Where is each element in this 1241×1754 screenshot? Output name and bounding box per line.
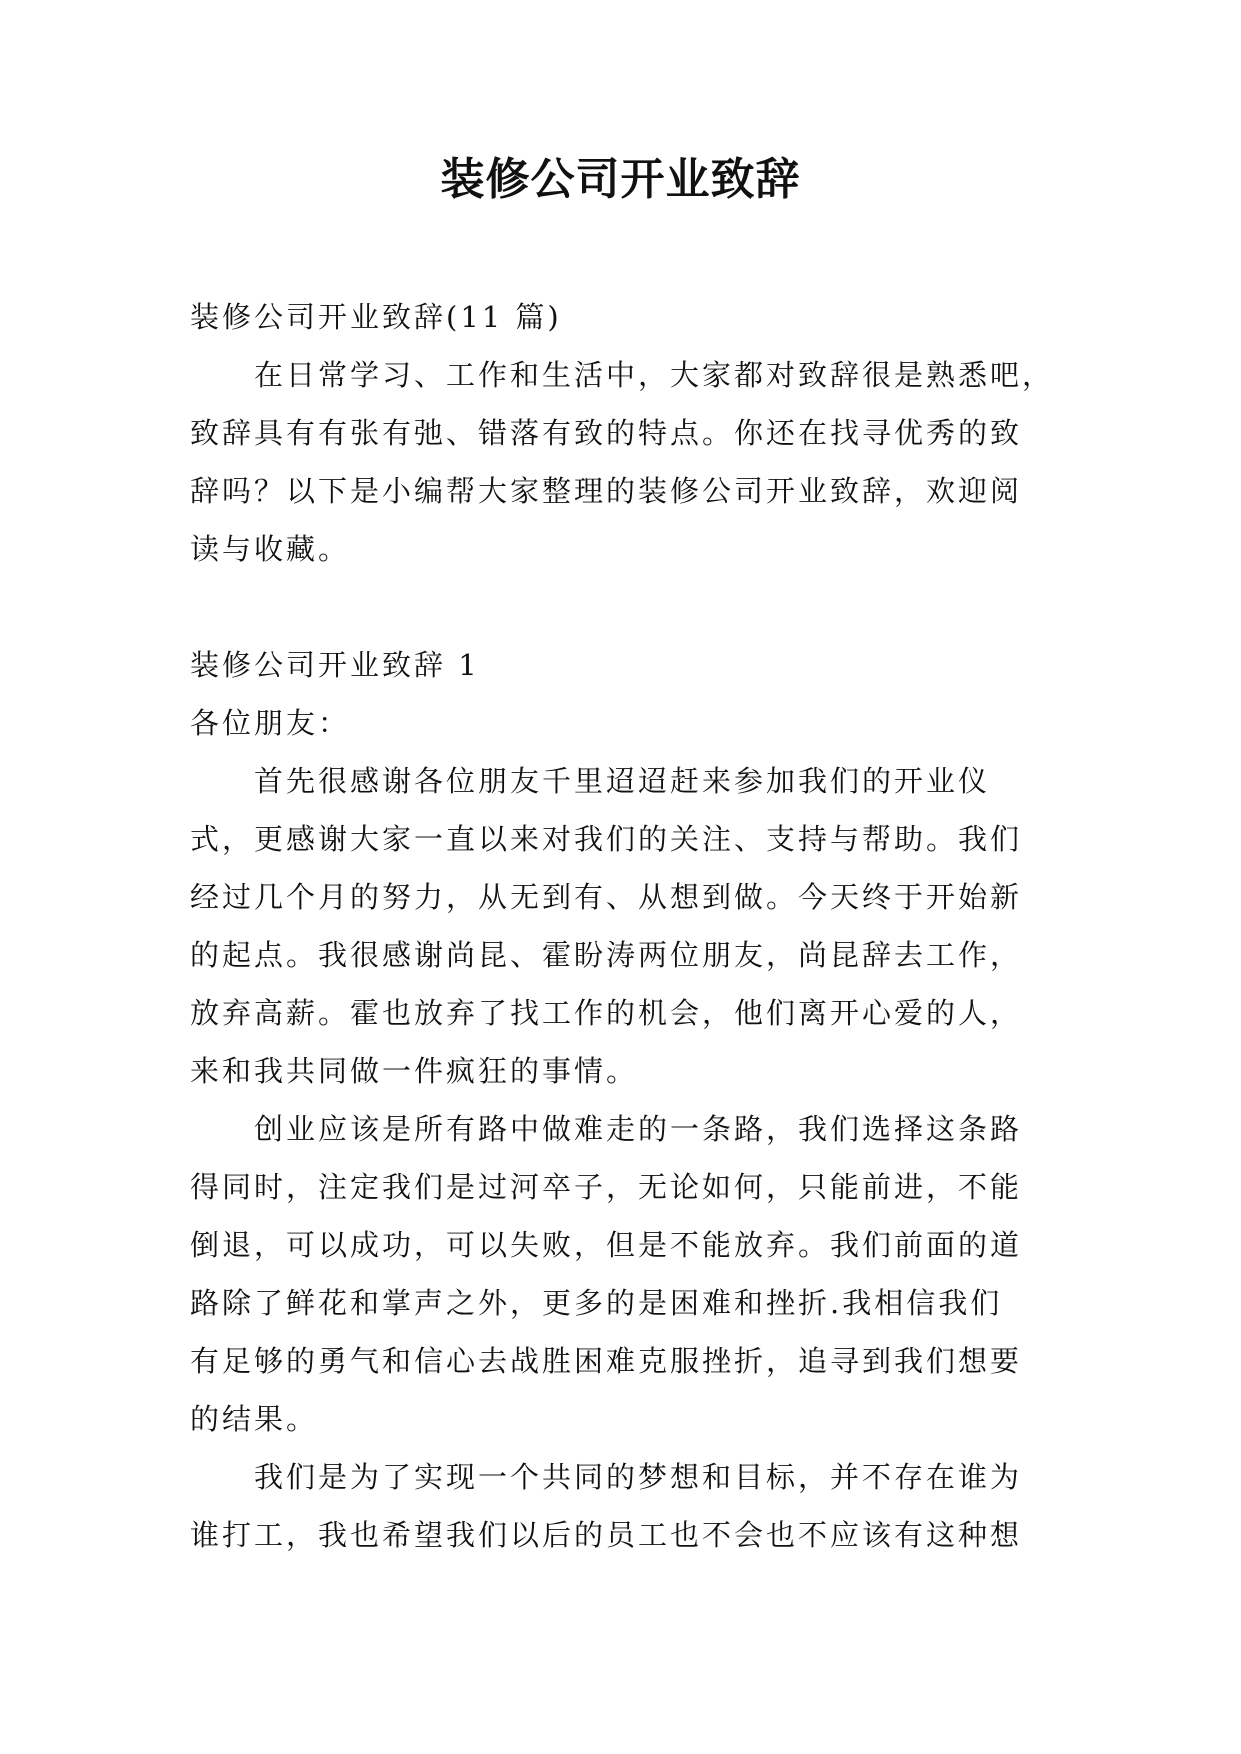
- text-line: 有足够的勇气和信心去战胜困难克服挫折，追寻到我们想要: [190, 1344, 1023, 1378]
- text-line: 路除了鲜花和掌声之外，更多的是困难和挫折.我相信我们: [190, 1286, 1003, 1320]
- document-body: [190, 288, 1060, 1564]
- text-line: 谁打工，我也希望我们以后的员工也不会也不应该有这种想: [190, 1518, 1023, 1552]
- text-line: 装修公司开业致辞(11 篇): [190, 300, 562, 334]
- text-line: 式，更感谢大家一直以来对我们的关注、支持与帮助。我们: [190, 822, 1023, 856]
- text-line: 创业应该是所有路中做难走的一条路，我们选择这条路: [254, 1112, 1023, 1146]
- text-line: 来和我共同做一件疯狂的事情。: [190, 1054, 639, 1088]
- text-line: 辞吗？以下是小编帮大家整理的装修公司开业致辞，欢迎阅: [190, 474, 1023, 508]
- text-line: 各位朋友：: [190, 706, 351, 740]
- text-line: 的起点。我很感谢尚昆、霍盼涛两位朋友，尚昆辞去工作，: [190, 938, 1023, 972]
- text-line: 放弃高薪。霍也放弃了找工作的机会，他们离开心爱的人，: [190, 996, 1023, 1030]
- text-line: 的结果。: [190, 1402, 319, 1436]
- text-line: 倒退，可以成功，可以失败，但是不能放弃。我们前面的道: [190, 1228, 1023, 1262]
- text-line: 读与收藏。: [190, 532, 351, 566]
- document-title: 装修公司开业致辞: [440, 154, 801, 205]
- text-line: 装修公司开业致辞 1: [190, 648, 480, 682]
- blank-line: [190, 578, 1060, 636]
- text-line: 我们是为了实现一个共同的梦想和目标，并不存在谁为: [254, 1460, 1023, 1494]
- text-line: 致辞具有有张有弛、错落有致的特点。你还在找寻优秀的致: [190, 416, 1023, 450]
- text-line: 在日常学习、工作和生活中，大家都对致辞很是熟悉吧，: [254, 358, 1055, 392]
- text-line: 首先很感谢各位朋友千里迢迢赶来参加我们的开业仪: [254, 764, 991, 798]
- text-line: 经过几个月的努力，从无到有、从想到做。今天终于开始新: [190, 880, 1023, 914]
- text-line: 得同时，注定我们是过河卒子，无论如何，只能前进，不能: [190, 1170, 1023, 1204]
